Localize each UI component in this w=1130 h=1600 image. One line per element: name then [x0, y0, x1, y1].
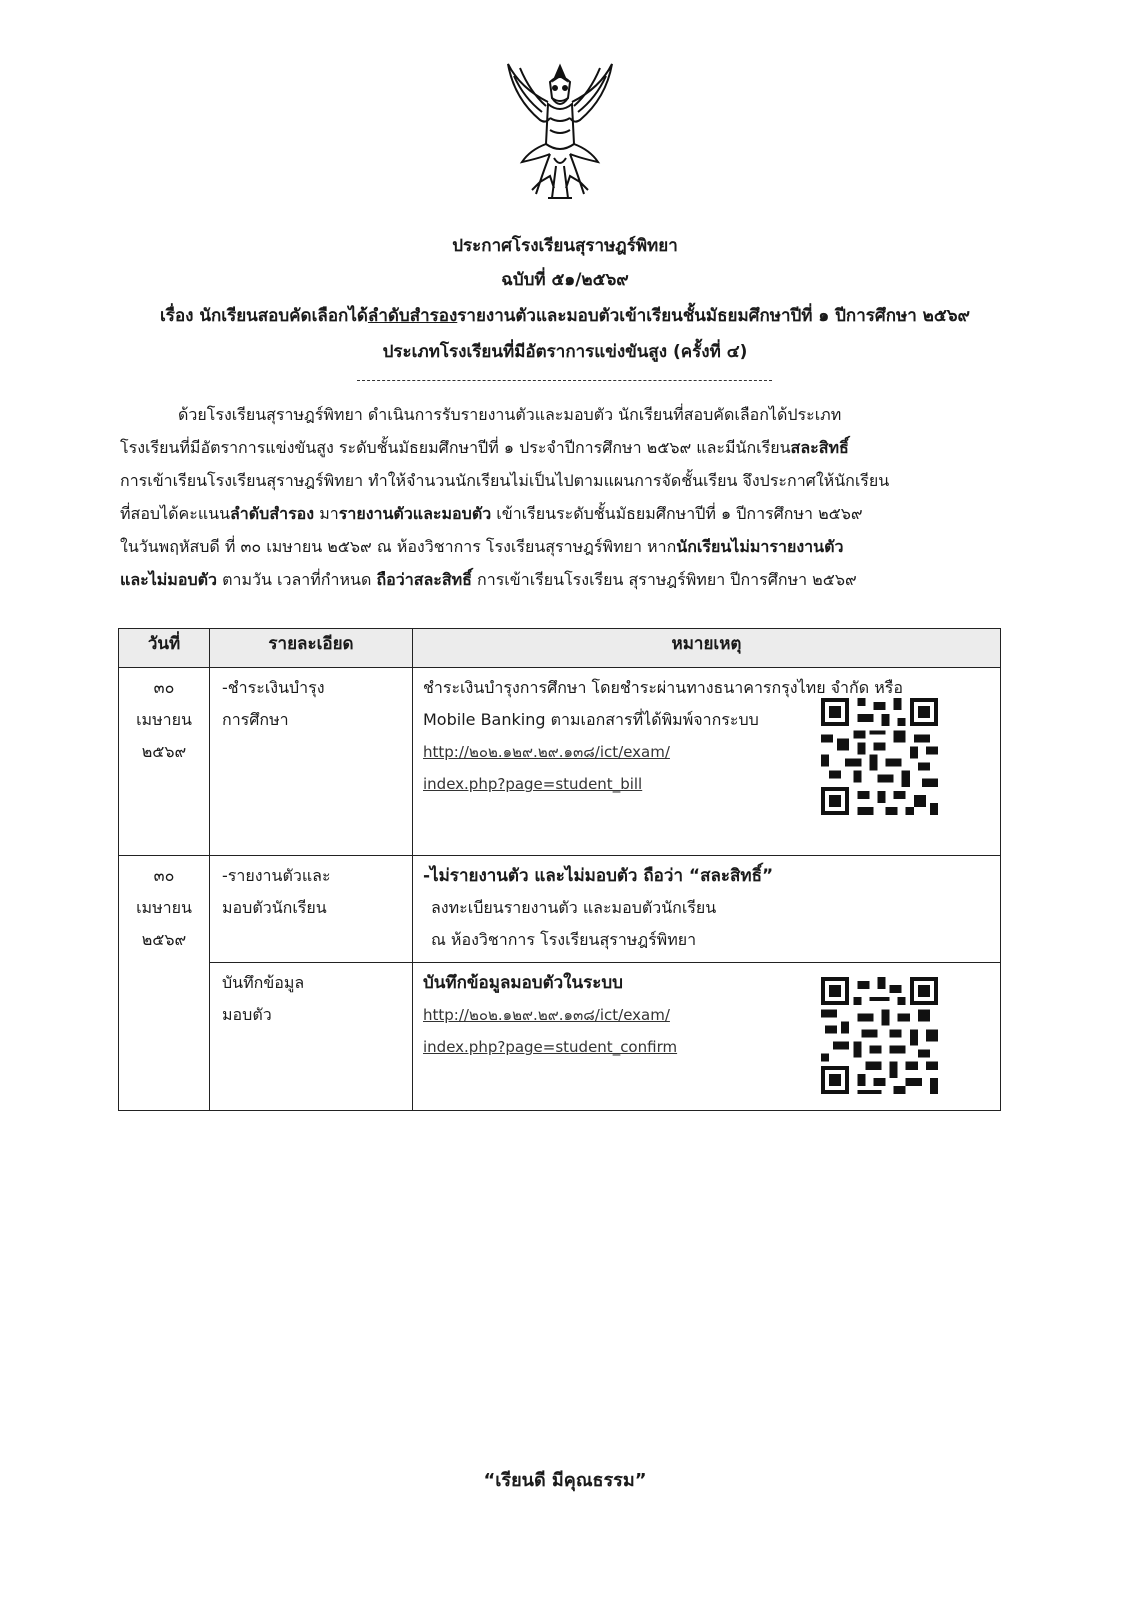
announcement-subject-line2: ประเภทโรงเรียนที่มีอัตราการแข่งขันสูง (ครั้งที่ ๔) [382, 342, 748, 362]
note-cell: ชำระเงินบำรุงการศึกษา โดยชำระผ่านทางธนาคารกรุงไทย จำกัด หรือ Mobile Banking ตามเอกสารที่ได้พิมพ์จากระบบ http://๒๐๒.๑๒๙.๒๙.๑๓๘/ict/exam/ index.php?page=student_bill [413, 668, 1001, 856]
qr-code-icon [821, 977, 938, 1094]
garuda-emblem-icon [500, 58, 620, 208]
table-row [119, 963, 1001, 1111]
table-header-row [119, 629, 1001, 668]
payment-link-path[interactable]: index.php?page=student_bill [423, 775, 643, 793]
table-row [119, 856, 1001, 963]
confirm-link-path[interactable]: index.php?page=student_confirm [423, 1038, 678, 1056]
announcement-number: ฉบับที่ ๕๑/๒๕๖๙ [501, 270, 629, 290]
col-detail-header: รายละเอียด [210, 629, 413, 668]
announcement-subject: เรื่อง นักเรียนสอบคัดเลือกได้ลำดับสำรองรายงานตัวและมอบตัวเข้าเรียนชั้นมัธยมศึกษาปีที่ ๑ ปีการศึกษา ๒๕๖๙ [160, 306, 970, 326]
detail-cell: -ชำระเงินบำรุง การศึกษา [210, 668, 413, 856]
payment-link[interactable]: http://๒๐๒.๑๒๙.๒๙.๑๓๘/ict/exam/ [423, 743, 670, 761]
detail-cell: บันทึกข้อมูล มอบตัว [210, 963, 413, 1111]
col-date-header: วันที่ [119, 629, 210, 668]
detail-cell: -รายงานตัวและ มอบตัวนักเรียน [210, 856, 413, 963]
announcement-title: ประกาศโรงเรียนสุราษฎร์พิทยา [452, 236, 678, 256]
schedule-table [118, 628, 1001, 1111]
note-cell: บันทึกข้อมูลมอบตัวในระบบ http://๒๐๒.๑๒๙.๒๙.๑๓๘/ict/exam/ index.php?page=student_confirm [413, 963, 1001, 1111]
qr-code-icon [821, 698, 938, 815]
confirm-link[interactable]: http://๒๐๒.๑๒๙.๒๙.๑๓๘/ict/exam/ [423, 1006, 670, 1024]
divider [357, 380, 772, 381]
col-note-header: หมายเหตุ [413, 629, 1001, 668]
table-row [119, 668, 1001, 856]
body-paragraph: ด้วยโรงเรียนสุราษฎร์พิทยา ดำเนินการรับรายงานตัวและมอบตัว นักเรียนที่สอบคัดเลือกได้ประเภท โรงเรียนที่มีอัตราการแข่งขันสูง ระดับชั้นมัธยมศึกษาปีที่ ๑ ประจำปีการศึกษา ๒๕๖๙ และมีนักเรียนสละสิทธิ์ การเข้าเรียนโรงเรียนสุราษฎร์พิทยา ทำให้จำนวนนักเรียนไม่เป็นไปตามแผนการจัดชั้นเรียน จึงประกาศให้นักเรียน ที่สอบได้คะแนนลำดับสำรอง มารายงานตัวและมอบตัว เข้าเรียนระดับชั้นมัธยมศึกษาปีที่ ๑ ปีการศึกษา ๒๕๖๙ ในวันพฤหัสบดี ที่ ๓๐ เมษายน ๒๕๖๙ ณ ห้องวิชาการ โรงเรียนสุราษฎร์พิทยา หากนักเรียนไม่มารายงานตัว และไม่มอบตัว ตามวัน เวลาที่กำหนด ถือว่าสละสิทธิ์ การเข้าเรียนโรงเรียน สุราษฎร์พิทยา ปีการศึกษา ๒๕๖๙ [120, 405, 890, 589]
date-cell: ๓๐ เมษายน ๒๕๖๙ [119, 668, 210, 856]
note-cell: -ไม่รายงานตัว และไม่มอบตัว ถือว่า “สละสิทธิ์” ลงทะเบียนรายงานตัว และมอบตัวนักเรียน ณ ห้องวิชาการ โรงเรียนสุราษฎร์พิทยา [413, 856, 1001, 963]
date-cell: ๓๐ เมษายน ๒๕๖๙ [119, 856, 210, 1111]
school-motto: “เรียนดี มีคุณธรรม” [483, 1470, 647, 1491]
